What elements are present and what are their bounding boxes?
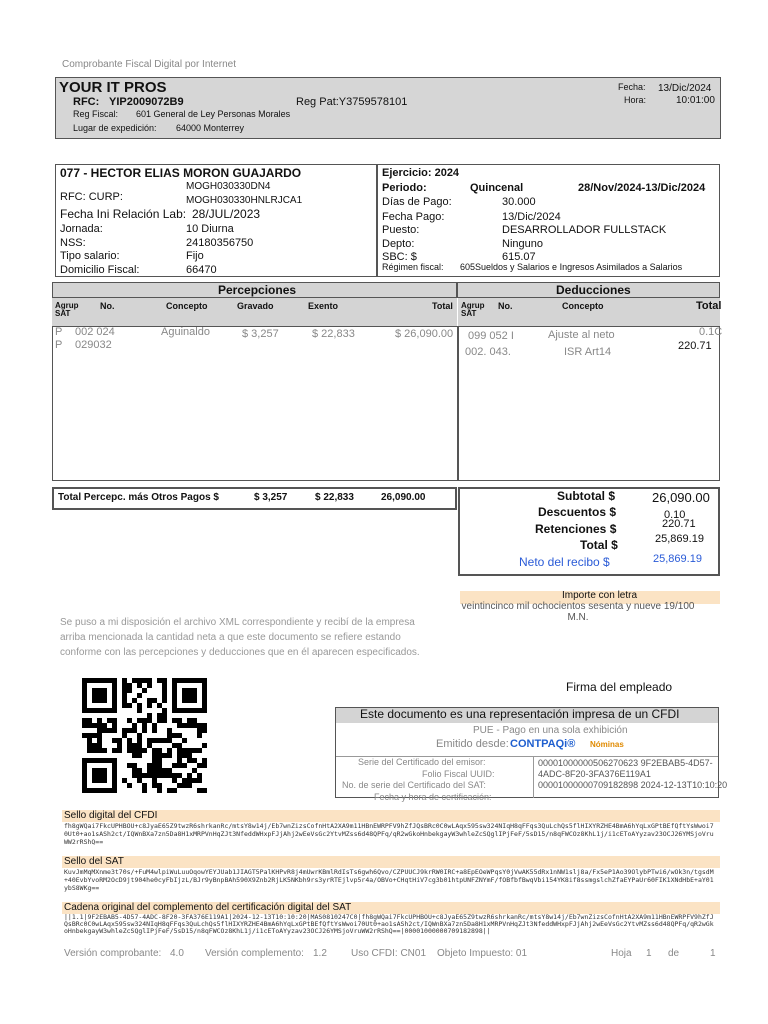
ded-no: 099 052 I <box>468 330 514 342</box>
employee-curp: MOGH030330HNLRJCA1 <box>186 195 303 206</box>
emitido-label: Emitido desde: <box>436 738 509 750</box>
retenciones: 220.71 <box>662 518 696 530</box>
disclaimer: Se puso a mi disposición el archivo XML correspondiente y recibí de la empresa arriba mencionada la cantidad neta a que este documento se refiere estando conforme con las percepciones y deducciones que en él aparecen especificados. <box>60 617 420 658</box>
sbc: 615.07 <box>502 251 536 263</box>
descuentos: 0.10 <box>664 509 686 521</box>
employee-rfc: MOGH030330DN4 <box>186 181 271 192</box>
ded-concepto-2: ISR Art14 <box>564 346 612 358</box>
nss-label: NSS: <box>60 237 86 249</box>
col-agrup-sat: Agrup SAT <box>461 301 485 318</box>
perc-no-2: 029032 <box>75 339 112 351</box>
employee-name: 077 - HECTOR ELIAS MORON GUAJARDO <box>60 166 302 180</box>
importe-label: Importe con letra <box>562 590 638 601</box>
col-total: Total <box>696 300 722 312</box>
col-concepto: Concepto <box>562 301 604 311</box>
importe-text: veintincinco mil ochocientos sesenta y nueve 19/100 M.N. <box>461 601 695 623</box>
col-exento: Exento <box>308 301 339 311</box>
cert-sat-label: No. de serie del Certificado del SAT: <box>342 780 486 790</box>
tipo-salario-label: Tipo salario: <box>60 250 120 262</box>
rfc-label: RFC: <box>73 96 100 108</box>
ded-concepto: Ajuste al neto <box>548 329 615 341</box>
pue-text: PUE - Pago en una sola exhibición <box>473 725 628 736</box>
sello-cfdi-title: Sello digital del CFDI <box>64 810 158 821</box>
subtotal-label: Subtotal $ <box>557 489 616 503</box>
uuid-value: 4ADC-8F20-3FA376E119A1 <box>538 769 651 779</box>
lugar-label: Lugar de expedición: <box>73 123 157 133</box>
version-comprobante-label: Versión comprobante: <box>64 948 162 959</box>
version-comprobante: 4.0 <box>170 948 184 959</box>
deducciones-table <box>458 326 723 481</box>
regimen: 605Sueldos y Salarios e Ingresos Asimilados a Salarios <box>460 262 683 272</box>
issuer-header <box>55 77 721 139</box>
deducciones-title-bar <box>457 282 720 298</box>
percepciones-total-box <box>52 487 457 510</box>
puesto-label: Puesto: <box>382 224 420 236</box>
perc-concepto: Aguinaldo <box>161 326 210 338</box>
ded-total: 0.1C <box>699 326 723 338</box>
fecha-ini: 28/JUL/2023 <box>192 207 261 221</box>
depto: Ninguno <box>502 238 543 250</box>
employee-box <box>55 164 377 277</box>
col-total: Total <box>432 301 453 311</box>
perc-agrup-2: P <box>55 339 63 351</box>
qr-code <box>82 678 207 793</box>
cadena-text: ||1.1|9F2EBAB5-4D57-4ADC-8F20-3FA376E119A1|2024-12-13T10:10:20|MAS0810247C0|fh8gWQai7FkcUPHBOU+c8JyaE65Z9twzR6shrkanRc/mtsY8w14j/Eb7wnZizsCofnHtA2XA9m11HBnEWRPFV9hZfJQsBRc0C0wLAqx595sw324NIqH8qFFqs3QuLchQs5flHIXYRZHE4BmA6hYqLxGPtBEfQftYsWwoi70Ut0+ao1sASh2ct/IQWnBXa7zn5Da8H1xMRPVnHqZJt3NfeddWHxpFJjAhj2wEeVsGc2YtvMZss6d48QPFq/qR2wGkoHnbekgayW3whleZcSQglIPjFeF/5sD15/n8qFWCOz8KhL1j/i1cEToAYyzav23OCJ26YMSjoVruWW2rRShQ==|00001000000709182898|| <box>64 914 714 935</box>
deducciones-header-row <box>458 298 720 326</box>
retenciones-label: Retenciones $ <box>535 522 617 536</box>
lugar-expedicion: 64000 Monterrey <box>176 123 245 133</box>
version-complemento: 1.2 <box>313 948 327 959</box>
version-complemento-label: Versión complemento: <box>205 948 304 959</box>
document-caption: Comprobante Fiscal Digital por Internet <box>62 59 236 70</box>
total-percepciones: 26,090.00 <box>381 492 426 503</box>
firma-empleado: Firma del empleado <box>566 680 673 694</box>
hora: 10:01:00 <box>676 95 715 106</box>
cert-emisor-value: 00001000000506270623 9F2EBAB5-4D57- <box>538 758 713 768</box>
tipo-salario: Fijo <box>186 250 204 262</box>
cert-emisor-label: Serie del Certificado del emisor: <box>358 757 486 767</box>
regimen-label: Régimen fiscal: <box>382 262 444 272</box>
puesto: DESARROLLADOR FULLSTACK <box>502 224 667 236</box>
total-label: Total $ <box>580 538 618 552</box>
contpaqi-logo: CONTPAQi® <box>510 738 576 750</box>
nss: 24180356750 <box>186 237 254 249</box>
percepciones-title-bar <box>52 282 457 298</box>
cadena-title: Cadena original del complemento del certificación digital del SAT <box>64 902 352 913</box>
descuentos-label: Descuentos $ <box>538 505 617 519</box>
percepciones-table <box>52 326 458 481</box>
reg-pat: Reg Pat:Y3759578101 <box>296 96 408 108</box>
nominas-badge: Nóminas <box>590 740 624 749</box>
perc-total: $ 26,090.00 <box>395 328 454 340</box>
cert-sat-value: 00001000000709182898 2024-12-13T10:10:20 <box>538 780 728 790</box>
hora-label: Hora: <box>624 95 647 105</box>
jornada: 10 Diurna <box>186 223 234 235</box>
ejercicio: Ejercicio: 2024 <box>382 167 460 179</box>
perc-exento: $ 22,833 <box>312 328 355 340</box>
de-label: de <box>668 948 680 959</box>
dias-label: Días de Pago: <box>382 196 452 208</box>
reg-fiscal: 601 General de Ley Personas Morales <box>136 109 291 119</box>
total-percep-label: Total Percepc. más Otros Pagos $ <box>58 492 219 503</box>
perc-agrup: P <box>55 326 63 338</box>
col-gravado: Gravado <box>237 301 274 311</box>
period-box <box>377 164 720 277</box>
total-hojas: 1 <box>710 948 716 959</box>
periodo-rango: 28/Nov/2024-13/Dic/2024 <box>578 182 706 194</box>
ded-no-2: 002. 043. <box>465 346 511 358</box>
periodo-tipo: Quincenal <box>470 182 524 194</box>
rfc-curp-label: RFC: CURP: <box>60 191 123 203</box>
fecha-cert-label: Fecha y hora de certificación: <box>374 792 492 802</box>
deducciones-title: Deducciones <box>556 283 631 297</box>
dias-pago: 30.000 <box>502 196 536 208</box>
percepciones-header-row <box>52 298 457 326</box>
sello-sat-title: Sello del SAT <box>64 856 124 867</box>
subtotal: 26,090.00 <box>652 490 710 505</box>
periodo-label: Periodo: <box>382 182 427 194</box>
neto-label: Neto del recibo $ <box>519 555 610 569</box>
cfdi-box <box>335 707 728 802</box>
sello-cfdi-text: fh8gWQai7FkcUPHBOU+c8JyaE65Z9twzR6shrkanRc/mtsY8w14j/Eb7wnZizsCofnHtA2XA9m11HBnEWRPFV9hZfJQsBRc0C0wLAqx595sw324NIqH8qFFqs3QuLchQs5flHIXYRZHE4BmA6hYqLxGPtBEfQftYsWwoi70Ut0+ao1sASh2ct/IQWnBXa7zn5Da8H1xMRPVnHqZJt3NfeddWHxpFJjAhj2wEeVsGc2YtvMZss6d48QPFq/qR2wGkoHnbekgayW3whleZcSQglIPjFeF/5sD15/n8qFWCOz8KhL1j/i1cEToAYyzav23OCJ26YMSjoVruWW2rRShQ== <box>64 822 714 846</box>
col-agrup-sat: Agrup SAT <box>55 301 79 318</box>
percepciones-title: Percepciones <box>218 283 297 297</box>
col-no: No. <box>498 301 513 311</box>
reg-fiscal-label: Reg Fiscal: <box>73 109 119 119</box>
ded-total-2: 220.71 <box>678 340 712 352</box>
fecha: 13/Dic/2024 <box>658 83 712 94</box>
perc-gravado: $ 3,257 <box>242 328 279 340</box>
fecha-pago: 13/Dic/2024 <box>502 211 561 223</box>
cfdi-title: Este documento es una representación impresa de un CFDI <box>360 707 680 721</box>
domicilio: 66470 <box>186 264 217 276</box>
hoja-number: 1 <box>646 948 652 959</box>
neto: 25,869.19 <box>653 553 702 565</box>
total-gravado: $ 3,257 <box>254 492 288 503</box>
sello-cfdi-bar <box>62 810 720 822</box>
total-exento: $ 22,833 <box>315 492 354 503</box>
sbc-label: SBC: $ <box>382 251 417 263</box>
col-no: No. <box>100 301 115 311</box>
jornada-label: Jornada: <box>60 223 103 235</box>
totals-box <box>458 487 720 576</box>
company-name: YOUR IT PROS <box>59 79 167 96</box>
sello-sat-text: KuvJmMqMXnme3t70s/+FuM4wlpiWuLuuOqowYEYJUab1JIAGT5PalKHPvR8j4mUwrKBmlRdIsTs6gwh6Qvo/CZPUUCJ9krRW0IRC+a8EpEOeWPqsY0jVwAK55dRx1nNW1slj8a/Fx5eP1Ao39OlybPTwi6/wOk3n/tgsdM+40EvbYvoRM2OcD9jt904he0cyFbIjzL/BJr9yBnpBAh590X9Znb2RjLK5NKbh9rs3yrRTEjlvp5r4a/OBVo+CHqtHiV7cg3b01htpUNFZNYmF/fOBfbfBwqVbi154YK8if8ssmgslchZfaEYPaUr60FIK1XNdHbE+aY01ybS8WKg== <box>64 868 714 892</box>
issuer-rfc: YIP2009072B9 <box>109 96 184 108</box>
perc-no: 002 024 <box>75 326 115 338</box>
hoja-label: Hoja <box>611 948 632 959</box>
total: 25,869.19 <box>655 533 704 545</box>
fecha-pago-label: Fecha Pago: <box>382 211 445 223</box>
fecha-ini-label: Fecha Ini Relación Lab: <box>60 207 187 221</box>
objeto-impuesto: Objeto Impuesto: 01 <box>437 948 528 959</box>
domicilio-label: Domicilio Fiscal: <box>60 264 140 276</box>
uso-cfdi: Uso CFDI: CN01 <box>351 948 427 959</box>
sello-sat-bar <box>62 856 720 868</box>
uuid-label: Folio Fiscal UUID: <box>422 769 495 779</box>
depto-label: Depto: <box>382 238 415 250</box>
col-concepto: Concepto <box>166 301 208 311</box>
fecha-label: Fecha: <box>618 82 646 92</box>
